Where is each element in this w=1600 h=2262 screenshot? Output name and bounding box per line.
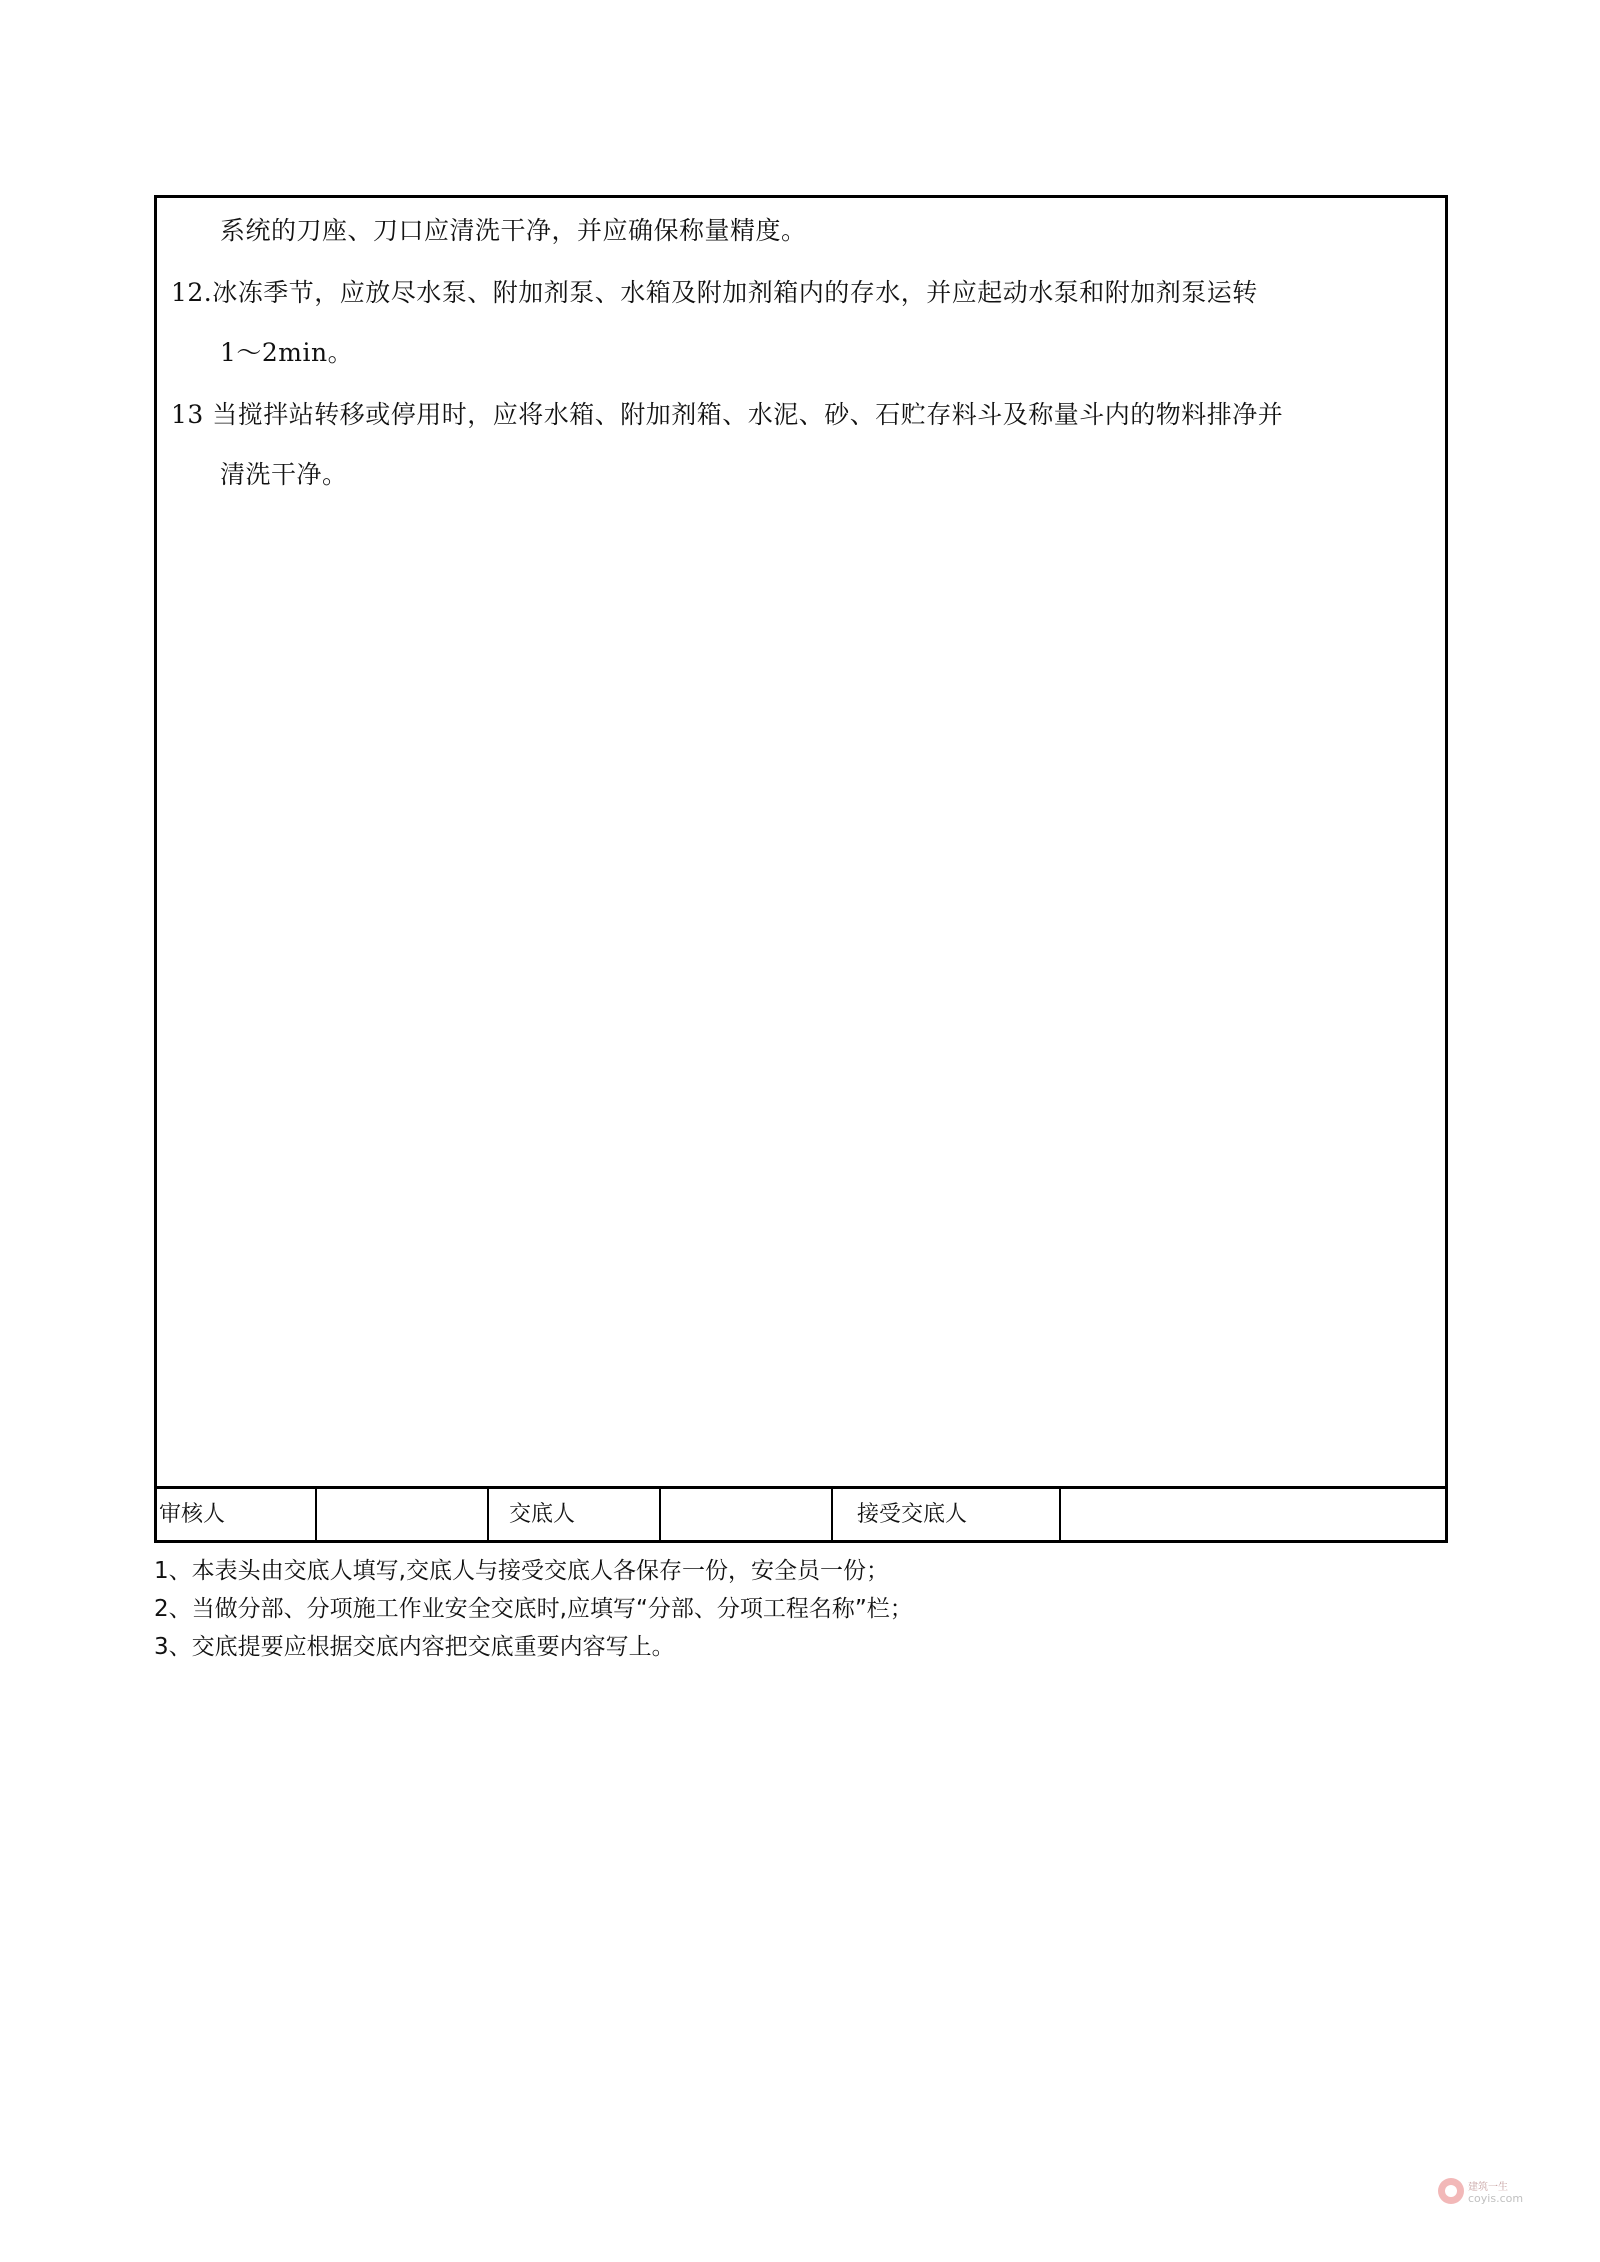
presenter-field[interactable] xyxy=(661,1489,831,1540)
briefing-content-cell xyxy=(157,198,1445,1486)
content-line-item-12-cont: 1～2min。 xyxy=(220,338,354,367)
content-line-item-13: 13 当搅拌站转移或停用时，应将水箱、附加剂箱、水泥、砂、石贮存料斗及称量斗内的物料排净并 xyxy=(171,400,1284,429)
reviewer-label: 审核人 xyxy=(159,1502,226,1527)
signature-row xyxy=(157,1486,1445,1540)
presenter-label: 交底人 xyxy=(509,1502,576,1527)
form-notes xyxy=(154,1555,1454,1669)
content-line-1: 系统的刀座、刀口应清洗干净，并应确保称量精度。 xyxy=(220,216,807,245)
safety-briefing-form xyxy=(154,195,1448,1543)
watermark-text-top: 建筑一生 xyxy=(1468,2182,1508,2193)
note-3: 3、交底提要应根据交底内容把交底重要内容写上。 xyxy=(154,1634,675,1660)
watermark-logo-icon xyxy=(1438,2178,1464,2204)
note-1: 1、本表头由交底人填写,交底人与接受交底人各保存一份，安全员一份； xyxy=(154,1558,889,1584)
receiver-field[interactable] xyxy=(1061,1489,1445,1540)
content-line-item-12: 12.冰冻季节，应放尽水泵、附加剂泵、水箱及附加剂箱内的存水，并应起动水泵和附加剂泵运转 xyxy=(171,278,1258,307)
note-2: 2、当做分部、分项施工作业安全交底时,应填写“分部、分项工程名称”栏； xyxy=(154,1596,913,1622)
content-line-item-13-cont: 清洗干净。 xyxy=(220,460,348,489)
site-watermark xyxy=(1438,2176,1528,2210)
receiver-label: 接受交底人 xyxy=(857,1502,968,1527)
watermark-text-bottom: coyis.com xyxy=(1468,2192,1524,2205)
reviewer-field[interactable] xyxy=(317,1489,487,1540)
